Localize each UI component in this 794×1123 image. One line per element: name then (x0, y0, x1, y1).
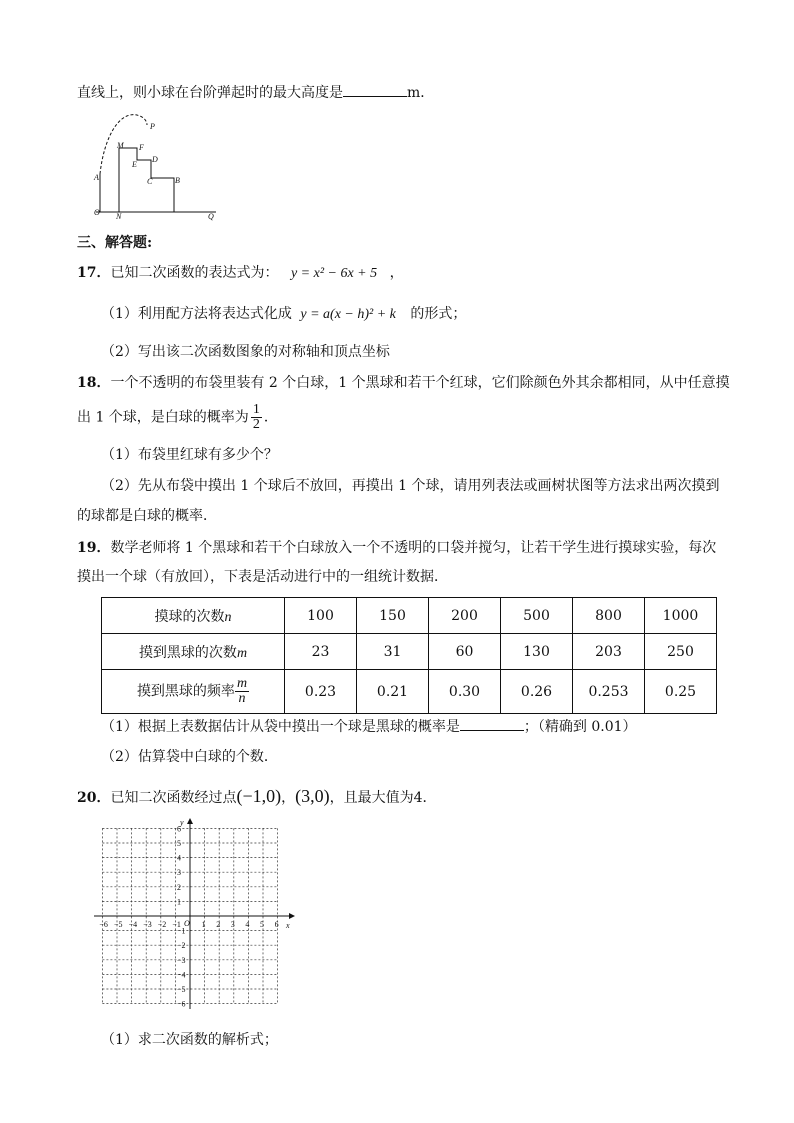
cell-m-2: 60 (429, 634, 501, 670)
x-tick-label: −6 (99, 920, 108, 929)
y-tick-label: 4 (177, 853, 181, 863)
y-axis-label: y (180, 818, 184, 827)
y-tick-label: 2 (177, 882, 181, 892)
origin-label: O (184, 919, 190, 928)
cell-freq-1: 0.21 (357, 670, 429, 714)
label-B: B (175, 176, 180, 185)
q19-p1-pre: （1）根据上表数据估计从袋中摸出一个球是黑球的概率是 (101, 719, 460, 735)
cell-freq-5: 0.25 (645, 670, 717, 714)
q16-tail-line (77, 82, 434, 103)
y-tick-label: −4 (177, 970, 186, 980)
q18-probability-fraction (251, 403, 262, 432)
q18-line1 (77, 373, 730, 393)
label-P: P (150, 122, 155, 131)
q18-line2-pre: 出 1 个球，是白球的概率为 (77, 409, 249, 426)
q17-tail: ， (389, 265, 404, 281)
q18-part2-line1: （2）先从布袋中摸出 1 个球后不放回，再摸出 1 个球，请用列表法或画树状图等方法求出两次摸到 (101, 478, 720, 494)
row2-var: m (236, 645, 248, 661)
y-tick-label: −2 (177, 941, 186, 951)
q17-p1-expression: y = a(x − h)² + k (300, 307, 396, 322)
q19-line1-text: 数学老师将 1 个黑球和若干个白球放入一个不透明的口袋并搅匀，让若干学生进行摸球实验，每次 (110, 540, 717, 556)
q18-frac-den: 2 (252, 417, 260, 432)
cell-n-1: 150 (357, 598, 429, 634)
label-M: M (117, 141, 124, 150)
cell-m-4: 203 (573, 634, 645, 670)
q17-stem (77, 263, 404, 284)
q20-number: 20． (77, 790, 111, 806)
label-E: E (132, 160, 137, 169)
x-tick-label: 5 (260, 920, 264, 929)
x-tick-label: −5 (114, 920, 123, 929)
q18-part1: （1）布袋里红球有多少个？ (101, 447, 278, 463)
q18-line1-text: 一个不透明的布袋里装有 2 个白球，1 个黑球和若干个红球，它们除颜色外其余都相同，从中任意摸 (110, 375, 730, 391)
x-tick-label: −1 (172, 920, 181, 929)
y-tick-label: −5 (177, 985, 186, 994)
q19-part1 (101, 716, 637, 737)
cell-m-0: 23 (285, 634, 357, 670)
q17-expression: y = x² − 6x + 5 (290, 266, 378, 281)
row-header-black-count (102, 634, 285, 670)
row2-label: 摸到黑球的次数 (138, 644, 237, 661)
x-tick-label: 2 (216, 920, 221, 929)
cell-n-3: 500 (501, 598, 573, 634)
label-C: C (147, 177, 153, 186)
figure-16-staircase (88, 112, 228, 224)
y-tick-label: −6 (177, 999, 186, 1009)
q17-number: 17． (77, 265, 111, 281)
q19-p1-post: ；（精确到 0.01） (523, 719, 637, 735)
label-D: D (152, 155, 158, 164)
cell-freq-3: 0.26 (501, 670, 573, 714)
row3-frac-num: m (236, 676, 248, 691)
x-tick-label: −2 (157, 920, 167, 929)
cell-freq-0: 0.23 (285, 670, 357, 714)
q19-line2: 摸出一个球（有放回），下表是活动进行中的一组统计数据． (77, 569, 448, 585)
label-F: F (139, 143, 144, 152)
q20-end: ． (422, 790, 437, 806)
x-tick-label: 3 (230, 920, 235, 929)
y-tick-label: 5 (177, 839, 181, 848)
q17-part2: （2）写出该二次函数图象的对称轴和顶点坐标 (101, 344, 390, 360)
row3-frac-den: n (238, 691, 246, 706)
q20-coordinate-grid (94, 815, 298, 1011)
label-N: N (116, 212, 122, 221)
cell-m-5: 250 (645, 634, 717, 670)
row-header-frequency (102, 670, 285, 714)
q18-part2-line2: 的球都是白球的概率． (77, 508, 217, 524)
table-row-black-count (102, 634, 717, 670)
q16-answer-blank[interactable] (343, 82, 407, 97)
x-tick-label: 4 (245, 920, 250, 929)
q18-frac-num: 1 (252, 402, 260, 417)
q20-point1: (−1,0) (236, 786, 282, 806)
table-row-trials (102, 598, 717, 634)
q18-number: 18． (77, 375, 111, 391)
q20-sep: ， (281, 790, 296, 806)
y-tick-label: −1 (177, 926, 186, 936)
label-O: O (94, 208, 100, 217)
x-tick-label: 1 (201, 920, 206, 929)
cell-n-0: 100 (285, 598, 357, 634)
row3-fraction (235, 677, 249, 706)
q20-stem-pre: 已知二次函数经过点 (110, 790, 237, 806)
q17-part1 (101, 304, 466, 325)
cell-n-4: 800 (573, 598, 645, 634)
row1-var: n (224, 609, 232, 625)
label-A: A (94, 173, 99, 182)
label-Q: Q (208, 212, 214, 221)
row3-label: 摸到黑球的频率 (136, 683, 235, 700)
q18-line2-post: ． (263, 409, 278, 426)
q20-stem (77, 786, 437, 808)
q19-answer-blank[interactable] (460, 716, 524, 731)
row1-label: 摸球的次数 (154, 608, 225, 625)
q20-point2: (3,0) (295, 786, 330, 806)
row-header-trials (102, 598, 285, 634)
q17-p1-post: 的形式； (410, 306, 467, 322)
cell-n-2: 200 (429, 598, 501, 634)
section-title: 三、解答题: (77, 235, 153, 251)
x-axis-label: x (286, 921, 290, 930)
x-tick-label: −4 (128, 920, 138, 929)
q20-stem-post: ，且最大值为 (329, 790, 414, 806)
q19-part2: （2）估算袋中白球的个数． (101, 749, 278, 765)
q19-number: 19． (77, 540, 111, 556)
y-tick-label: 6 (177, 824, 181, 834)
q17-stem-text: 已知二次函数的表达式为： (110, 265, 279, 281)
q19-line1 (77, 538, 716, 558)
y-tick-label: 3 (177, 868, 181, 878)
q16-tail-text: 直线上，则小球在台阶弹起时的最大高度是 (77, 85, 343, 101)
cell-m-3: 130 (501, 634, 573, 670)
x-tick-label: 6 (274, 920, 279, 929)
q20-max-value: 4 (413, 790, 423, 806)
x-tick-label: −3 (143, 920, 152, 929)
y-tick-label: 1 (177, 897, 181, 907)
q20-part1: （1）求二次函数的解析式； (101, 1032, 278, 1048)
q17-p1-pre: （1）利用配方法将表达式化成 (101, 306, 292, 322)
cell-m-1: 31 (357, 634, 429, 670)
cell-freq-4: 0.253 (573, 670, 645, 714)
cell-freq-2: 0.30 (429, 670, 501, 714)
q18-line2 (77, 403, 278, 432)
q16-unit: m． (407, 85, 435, 101)
cell-n-5: 1000 (645, 598, 717, 634)
table-row-frequency (102, 670, 717, 714)
q19-data-table (101, 597, 717, 714)
y-tick-label: −3 (177, 955, 186, 965)
